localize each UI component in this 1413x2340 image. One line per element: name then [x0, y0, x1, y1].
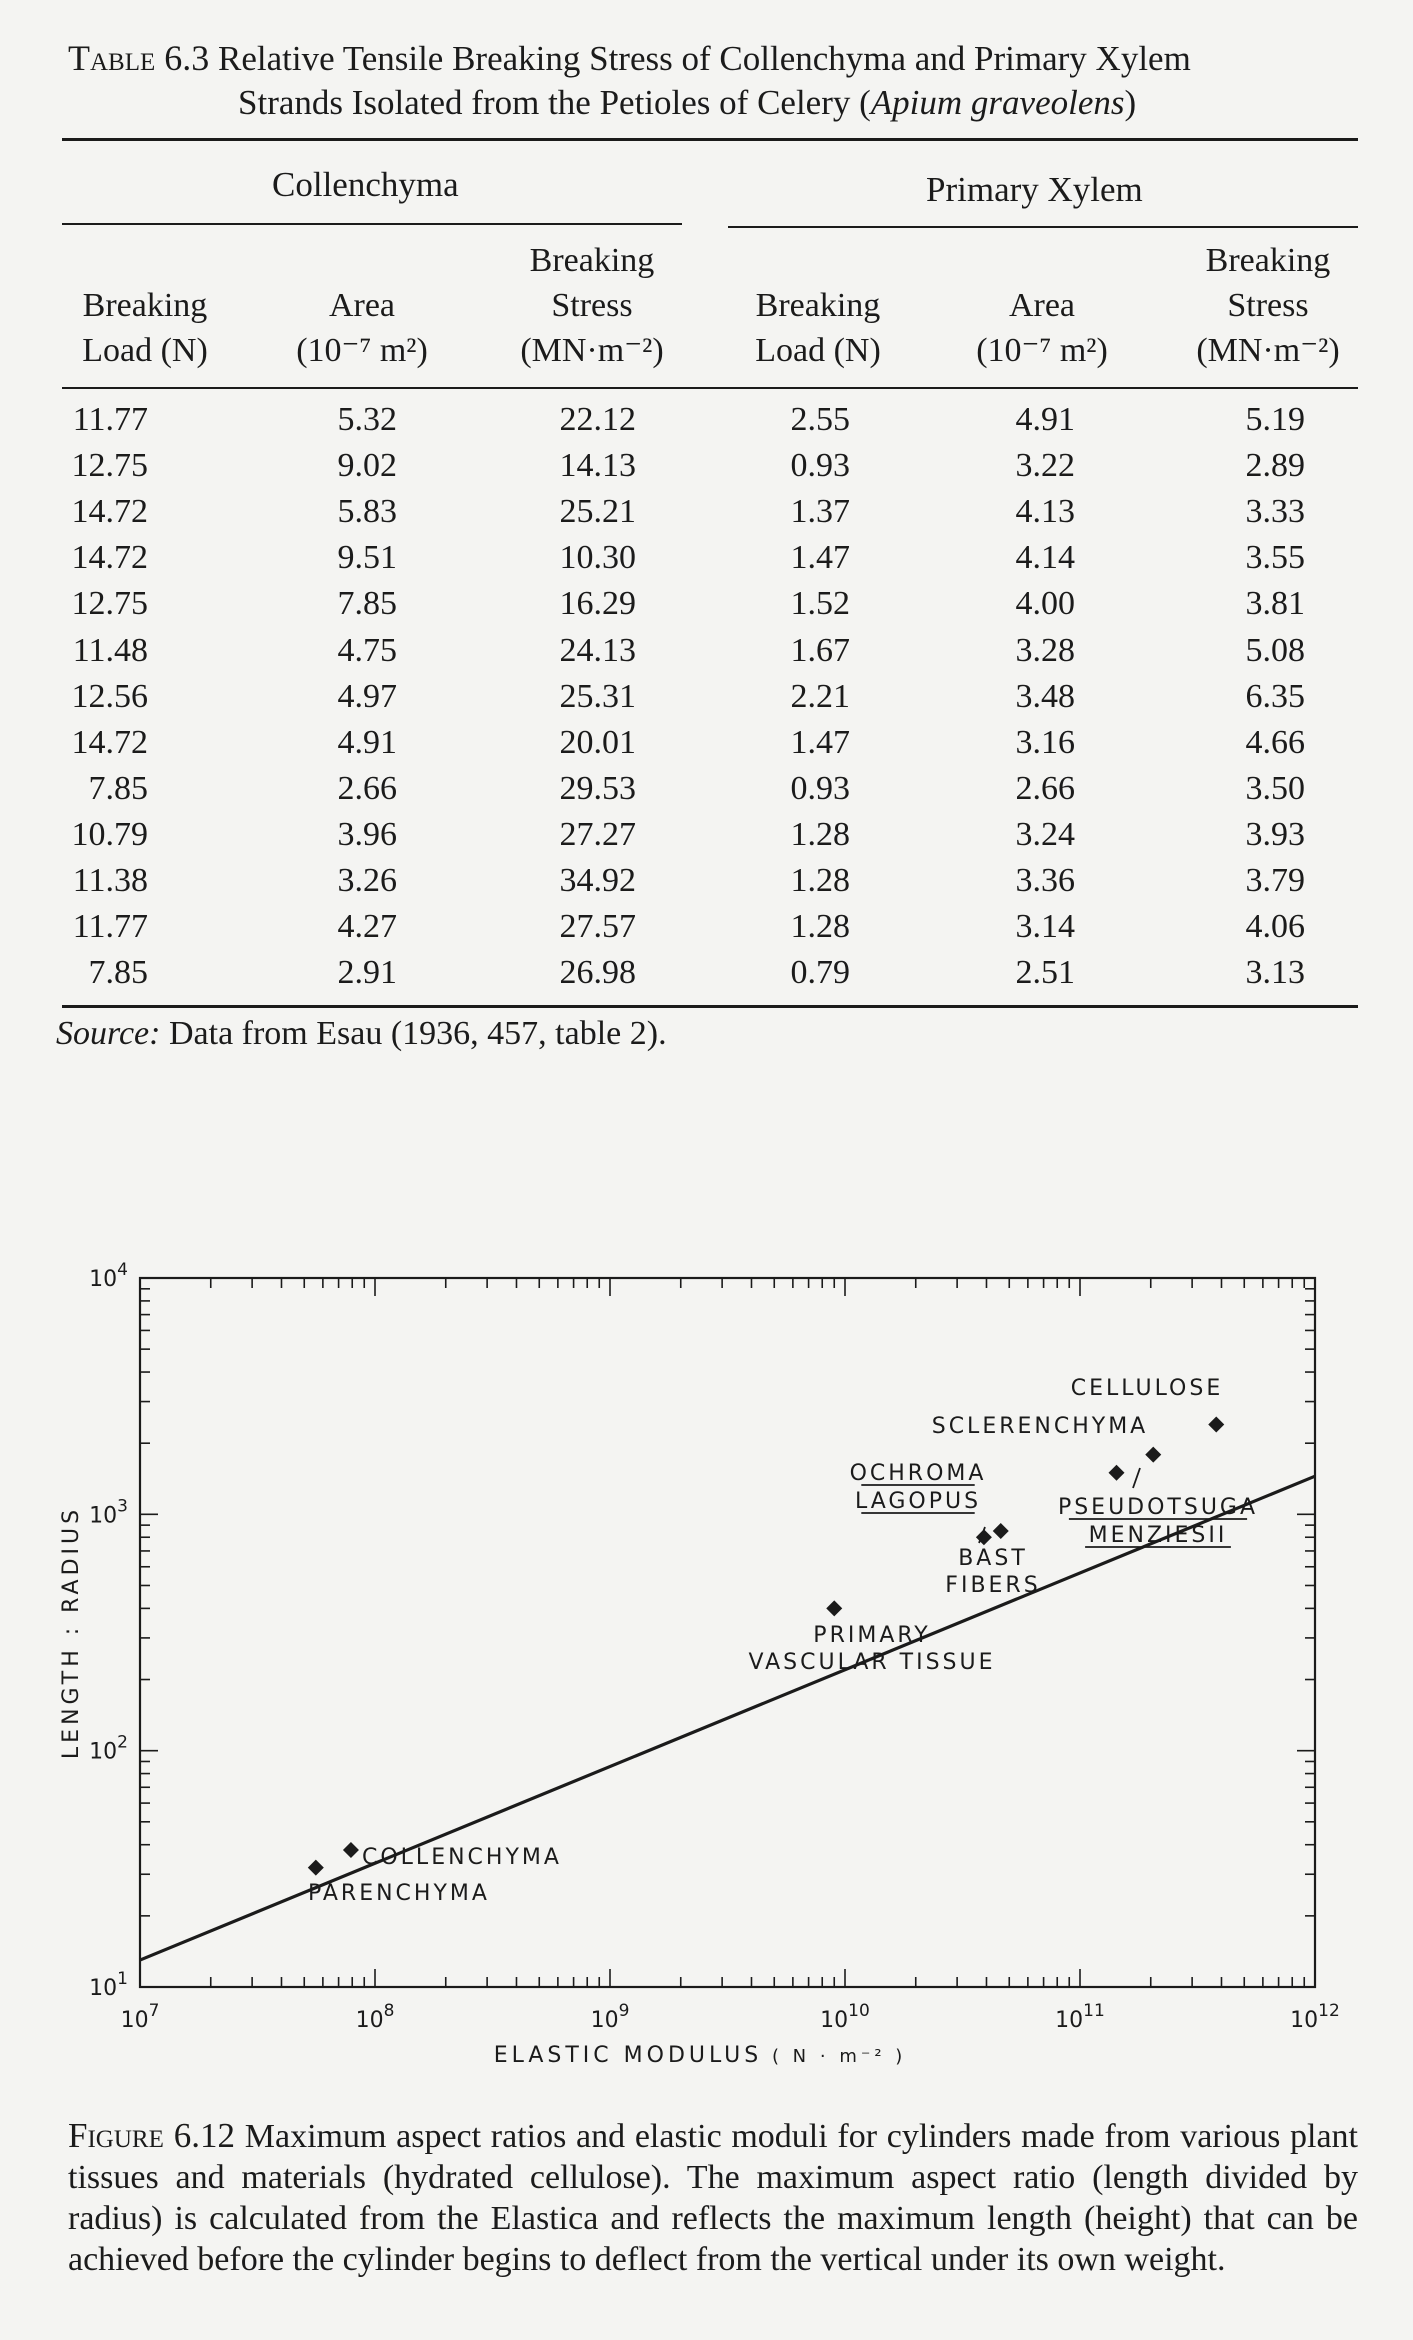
column-header-1-line-3: Load (N) — [82, 332, 208, 369]
table-cell: 0.93 — [790, 769, 850, 807]
table-cell: 10.30 — [559, 539, 636, 577]
table-cell: 4.97 — [337, 677, 397, 715]
table-cell: 4.13 — [1015, 493, 1075, 531]
table-cell: 11.77 — [72, 908, 148, 946]
table-cell: 12.75 — [71, 447, 148, 485]
table-caption-line2-suffix: ) — [1124, 83, 1137, 122]
table-cell: 1.28 — [790, 908, 850, 946]
group-header-collenchyma: Collenchyma — [272, 165, 459, 204]
table-cell: 3.48 — [1015, 677, 1075, 715]
table-caption-line2 — [68, 81, 1368, 125]
annotation-label: LAGOPUS — [854, 1489, 982, 1514]
annotation-label: OCHROMA — [849, 1461, 987, 1486]
table-cell: 3.96 — [337, 815, 397, 853]
y-tick-label-base: 10 — [89, 1976, 118, 2001]
column-header-6-line-1: Breaking — [1205, 242, 1331, 279]
x-axis-unit: ( N · m⁻² ) — [762, 2046, 907, 2067]
table-cell: 3.26 — [337, 862, 397, 899]
figure-chart — [0, 1230, 1413, 2110]
x-tick-label-base: 10 — [355, 2008, 384, 2033]
table-cell: 2.21 — [790, 677, 850, 715]
table-cell: 11.77 — [72, 401, 148, 438]
table-cell: 2.89 — [1245, 447, 1305, 485]
table-caption — [68, 36, 1368, 125]
table-cell: 1.67 — [790, 631, 850, 669]
annotation-label: COLLENCHYMA — [362, 1845, 562, 1870]
y-tick-label — [89, 1496, 128, 1528]
table-cell: 3.50 — [1245, 769, 1305, 807]
x-tick-label-exp: 12 — [1318, 2001, 1340, 2021]
table-cell: 7.85 — [88, 769, 148, 807]
y-tick-label-base: 10 — [89, 1267, 118, 1292]
x-tick-label-base: 10 — [590, 2008, 619, 2033]
column-header-4-line-2: Breaking — [755, 287, 881, 324]
table-cell: 3.24 — [1015, 815, 1075, 853]
table-cell: 14.13 — [559, 447, 636, 485]
column-header-2-line-3: (10⁻⁷ m²) — [296, 332, 428, 369]
table-cell: 12.56 — [71, 677, 148, 715]
table-cell: 3.28 — [1015, 631, 1075, 669]
group-rule-left — [62, 223, 682, 225]
column-header-6-line-3: (MN·m⁻²) — [1196, 332, 1340, 369]
x-tick-label — [121, 2001, 160, 2033]
x-tick-label — [820, 2001, 870, 2033]
y-tick-label — [89, 1733, 128, 1765]
column-header-2-line-2: Area — [328, 287, 396, 324]
column-header-3-line-1: Breaking — [529, 242, 655, 279]
table-cell: 27.27 — [559, 815, 636, 853]
figure-caption — [68, 2115, 1358, 2280]
table-cell: 1.28 — [790, 815, 850, 853]
x-tick-label-exp: 9 — [618, 2001, 630, 2021]
annotation-label: VASCULAR TISSUE — [748, 1650, 996, 1675]
table-cell: 3.81 — [1245, 585, 1305, 623]
x-tick-label-exp: 11 — [1083, 2001, 1105, 2021]
table-cell: 2.55 — [790, 401, 850, 438]
table-cell: 4.91 — [337, 723, 397, 761]
y-tick-label-exp: 4 — [117, 1260, 128, 1280]
table-cell: 3.22 — [1015, 447, 1075, 485]
table-source-note — [56, 1015, 667, 1053]
table-cell: 2.51 — [1015, 954, 1075, 992]
x-tick-label-base: 10 — [820, 2008, 849, 2033]
table-bottom-rule — [62, 1005, 1358, 1008]
column-header-1-line-2: Breaking — [82, 287, 208, 324]
x-tick-label — [591, 2001, 630, 2033]
data-point-pseudotsuga-menziesii — [1109, 1465, 1125, 1481]
table-cell: 0.93 — [790, 447, 850, 485]
y-tick-label — [89, 1969, 128, 2001]
annotation-label: BAST — [958, 1546, 1028, 1571]
y-tick-label-base: 10 — [89, 1739, 118, 1765]
y-tick-label-base: 10 — [89, 1503, 118, 1529]
x-tick-label — [356, 2001, 395, 2033]
table-cell: 4.14 — [1015, 539, 1075, 577]
x-tick-label-exp: 8 — [383, 2001, 395, 2021]
table-cell: 9.51 — [337, 539, 397, 577]
table-caption-label: Table 6.3 — [68, 38, 210, 78]
y-axis-title: LENGTH : RADIUS — [59, 1505, 84, 1760]
column-header-3-line-3: (MN·m⁻²) — [520, 332, 664, 369]
table-cell: 1.47 — [790, 539, 850, 577]
x-tick-label-base: 10 — [120, 2008, 149, 2033]
table-cell: 34.92 — [559, 862, 636, 899]
table-cell: 10.79 — [71, 815, 148, 853]
table-cell: 1.28 — [790, 862, 850, 899]
group-rule-right — [728, 226, 1358, 228]
table-cell: 22.12 — [559, 401, 636, 438]
table-cell: 3.55 — [1245, 539, 1305, 577]
column-header-3-line-2: Stress — [551, 287, 633, 324]
data-point-collenchyma — [343, 1842, 359, 1858]
table-cell: 7.85 — [337, 585, 397, 623]
table-cell: 1.52 — [790, 585, 850, 623]
annotation-label: MENZIESII — [1088, 1523, 1228, 1548]
annotation-label: PARENCHYMA — [308, 1881, 490, 1906]
table-cell: 3.36 — [1015, 862, 1075, 899]
figure-caption-text: Maximum aspect ratios and elastic moduli for cylinders made from various plant tissues and materials (hydrated cellulose). The maximum aspect ratio (length divided by radius) is calculated from the Elastica and reflects the maximum length (height) that can be achieved before the cylinder begins to deflect from the vertical under its own weight. — [68, 2118, 1358, 2278]
table-cell: 27.57 — [559, 908, 636, 946]
annotation-label: CELLULOSE — [1070, 1376, 1224, 1401]
data-point-primary-vascular-tissue — [826, 1600, 842, 1616]
table-cell: 3.14 — [1015, 908, 1075, 946]
table-cell: 5.08 — [1245, 631, 1305, 669]
table-cell: 25.31 — [559, 677, 636, 715]
leader-line-pseudotsuga — [1133, 1468, 1140, 1488]
column-header-5-line-3: (10⁻⁷ m²) — [976, 332, 1108, 369]
table-cell: 5.19 — [1245, 401, 1305, 438]
table-cell: 2.66 — [1015, 769, 1075, 807]
table-cell: 20.01 — [559, 723, 636, 761]
x-axis-title-text: ELASTIC MODULUS — [493, 2043, 763, 2068]
table-cell: 14.72 — [71, 723, 148, 761]
table-cell: 4.27 — [337, 908, 397, 946]
data-point-cellulose — [1208, 1416, 1224, 1432]
x-axis-title — [494, 2043, 907, 2068]
table-cell: 5.32 — [337, 401, 397, 438]
table-cell: 4.00 — [1015, 585, 1075, 623]
table-cell: 11.38 — [72, 862, 148, 899]
table-cell: 0.79 — [790, 954, 850, 992]
table-top-rule — [62, 138, 1358, 141]
y-tick-label-exp: 1 — [117, 1969, 128, 1989]
table-cell: 1.37 — [790, 493, 850, 531]
table-cell: 3.13 — [1245, 954, 1305, 992]
y-tick-label-exp: 2 — [117, 1732, 128, 1753]
table-cell: 24.13 — [559, 631, 636, 669]
table-cell: 11.48 — [72, 631, 148, 669]
table-cell: 4.91 — [1015, 401, 1075, 438]
x-tick-label — [1290, 2001, 1340, 2033]
x-tick-label — [1055, 2001, 1105, 2033]
figure-caption-label: Figure 6.12 — [68, 2116, 236, 2155]
table-cell: 3.79 — [1245, 862, 1305, 899]
annotation-label: PRIMARY — [813, 1623, 931, 1648]
table-cell: 2.91 — [337, 954, 397, 992]
table-cell: 12.75 — [71, 585, 148, 623]
table-cell: 3.93 — [1245, 815, 1305, 853]
table-cell: 1.47 — [790, 723, 850, 761]
header-bottom-rule — [62, 387, 1358, 389]
table-cell: 3.16 — [1015, 723, 1075, 761]
table-cell: 14.72 — [71, 493, 148, 531]
table-cell: 7.85 — [88, 954, 148, 992]
table-cell: 3.33 — [1245, 493, 1305, 531]
column-header-6-line-2: Stress — [1227, 287, 1309, 324]
table-cell: 16.29 — [559, 585, 636, 623]
data-point-parenchyma — [308, 1860, 324, 1876]
table-cell: 4.06 — [1245, 908, 1305, 946]
table-cell: 29.53 — [559, 769, 636, 807]
table-cell: 4.66 — [1245, 723, 1305, 761]
source-label: Source: — [56, 1015, 161, 1052]
x-tick-label-base: 10 — [1055, 2008, 1084, 2033]
x-tick-label-exp: 7 — [148, 2001, 160, 2021]
data-point-sclerenchyma — [1145, 1447, 1161, 1463]
table-cell: 14.72 — [71, 539, 148, 577]
table-cell: 4.75 — [337, 631, 397, 669]
table-cell: 25.21 — [559, 493, 636, 531]
annotation-label: FIBERS — [945, 1573, 1041, 1598]
y-tick-label — [89, 1260, 128, 1292]
y-tick-label-exp: 3 — [117, 1496, 128, 1517]
data-point-bast-fibers — [993, 1523, 1009, 1539]
annotation-label: PSEUDOTSUGA — [1057, 1495, 1259, 1520]
table-caption-line1: Relative Tensile Breaking Stress of Collenchyma and Primary Xylem — [218, 39, 1191, 78]
annotation-label: SCLERENCHYMA — [931, 1414, 1149, 1439]
group-header-primary-xylem: Primary Xylem — [926, 170, 1143, 209]
source-text: Data from Esau (1936, 457, table 2). — [168, 1015, 667, 1052]
table-cell: 9.02 — [337, 447, 397, 485]
x-tick-label-base: 10 — [1290, 2008, 1319, 2033]
table-caption-species: Apium graveolens — [870, 83, 1125, 122]
column-header-5-line-2: Area — [1008, 287, 1076, 324]
table-cell: 2.66 — [337, 769, 397, 807]
column-header-4-line-3: Load (N) — [755, 332, 881, 369]
x-tick-label-exp: 10 — [848, 2001, 870, 2021]
table-cell: 26.98 — [559, 954, 636, 992]
table-cell: 5.83 — [337, 493, 397, 531]
table-caption-line2-prefix: Strands Isolated from the Petioles of Celery ( — [238, 83, 871, 122]
table-cell: 6.35 — [1245, 677, 1305, 715]
